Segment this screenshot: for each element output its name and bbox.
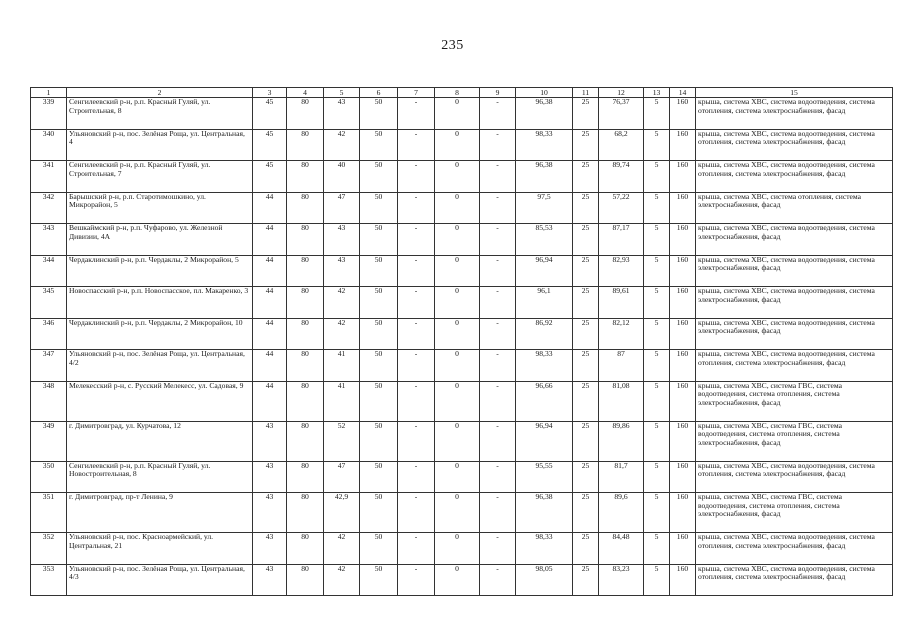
cell-col3: 43 <box>253 493 287 533</box>
cell-col3: 44 <box>253 255 287 287</box>
cell-work-types: крыша, система ХВС, система водоотведения, система отопления, система электроснабжения, фасад <box>696 350 893 382</box>
cell-col8: 0 <box>435 224 480 256</box>
cell-col14: 160 <box>670 255 696 287</box>
cell-col6: 50 <box>360 287 398 319</box>
table-row <box>31 533 893 565</box>
cell-col4: 80 <box>287 461 324 493</box>
cell-col13: 5 <box>644 533 670 565</box>
cell-col11: 25 <box>573 421 599 461</box>
cell-col4: 80 <box>287 98 324 130</box>
cell-number: 352 <box>31 533 67 565</box>
cell-col3: 43 <box>253 421 287 461</box>
cell-col14: 160 <box>670 224 696 256</box>
cell-col4: 80 <box>287 224 324 256</box>
cell-col6: 50 <box>360 98 398 130</box>
cell-number: 339 <box>31 98 67 130</box>
cell-col4: 80 <box>287 192 324 224</box>
table-row <box>31 129 893 161</box>
cell-col6: 50 <box>360 255 398 287</box>
cell-col7: - <box>398 533 435 565</box>
cell-col13: 5 <box>644 192 670 224</box>
cell-work-types: крыша, система ХВС, система ГВС, система водоотведения, система отопления, система электроснабжения, фасад <box>696 421 893 461</box>
cell-col10: 86,92 <box>516 318 573 350</box>
cell-col14: 160 <box>670 533 696 565</box>
cell-col8: 0 <box>435 493 480 533</box>
table-row <box>31 255 893 287</box>
cell-col5: 42 <box>324 564 360 596</box>
cell-col12: 81,08 <box>599 381 644 421</box>
column-header: 4 <box>287 88 324 98</box>
table-row <box>31 564 893 596</box>
cell-work-types: крыша, система ХВС, система водоотведения, система электроснабжения, фасад <box>696 318 893 350</box>
cell-col12: 84,48 <box>599 533 644 565</box>
cell-col4: 80 <box>287 421 324 461</box>
cell-address: Сенгилеевский р-н, р.п. Красный Гуляй, ул. Строительная, 7 <box>67 161 253 193</box>
cell-col14: 160 <box>670 564 696 596</box>
cell-col4: 80 <box>287 564 324 596</box>
cell-number: 353 <box>31 564 67 596</box>
cell-address: г. Димитровград, пр-т Ленина, 9 <box>67 493 253 533</box>
cell-col4: 80 <box>287 129 324 161</box>
table-row <box>31 98 893 130</box>
cell-number: 345 <box>31 287 67 319</box>
cell-col5: 47 <box>324 192 360 224</box>
cell-col10: 96,1 <box>516 287 573 319</box>
cell-col10: 85,53 <box>516 224 573 256</box>
cell-col14: 160 <box>670 421 696 461</box>
column-header: 15 <box>696 88 893 98</box>
cell-col3: 44 <box>253 224 287 256</box>
cell-col14: 160 <box>670 350 696 382</box>
column-header: 2 <box>67 88 253 98</box>
cell-col12: 82,93 <box>599 255 644 287</box>
column-header: 9 <box>480 88 516 98</box>
cell-col7: - <box>398 98 435 130</box>
cell-col3: 43 <box>253 533 287 565</box>
cell-col8: 0 <box>435 192 480 224</box>
cell-col12: 57,22 <box>599 192 644 224</box>
cell-address: Барышский р-н, р.п. Старотимошкино, ул. Микрорайон, 5 <box>67 192 253 224</box>
table-row <box>31 350 893 382</box>
cell-col6: 50 <box>360 192 398 224</box>
cell-col5: 43 <box>324 255 360 287</box>
cell-col3: 44 <box>253 192 287 224</box>
cell-col8: 0 <box>435 533 480 565</box>
cell-col12: 68,2 <box>599 129 644 161</box>
cell-col7: - <box>398 192 435 224</box>
cell-col12: 81,7 <box>599 461 644 493</box>
cell-col8: 0 <box>435 421 480 461</box>
cell-col12: 89,86 <box>599 421 644 461</box>
cell-address: Ульяновский р-н, пос. Красноармейский, ул. Центральная, 21 <box>67 533 253 565</box>
cell-col5: 41 <box>324 350 360 382</box>
cell-number: 342 <box>31 192 67 224</box>
cell-col13: 5 <box>644 564 670 596</box>
cell-work-types: крыша, система ХВС, система водоотведения, система отопления, система электроснабжения, фасад <box>696 533 893 565</box>
cell-col12: 83,23 <box>599 564 644 596</box>
cell-col7: - <box>398 493 435 533</box>
cell-address: Вешкаймский р-н, р.п. Чуфарово, ул. Железной Дивизии, 4А <box>67 224 253 256</box>
cell-col5: 42 <box>324 318 360 350</box>
cell-col4: 80 <box>287 318 324 350</box>
cell-col13: 5 <box>644 161 670 193</box>
cell-work-types: крыша, система ХВС, система водоотведения, система отопления, система электроснабжения, фасад <box>696 161 893 193</box>
cell-col7: - <box>398 564 435 596</box>
cell-col11: 25 <box>573 98 599 130</box>
table-row <box>31 381 893 421</box>
cell-col6: 50 <box>360 493 398 533</box>
cell-col8: 0 <box>435 161 480 193</box>
column-header: 5 <box>324 88 360 98</box>
header-row <box>31 88 893 98</box>
cell-work-types: крыша, система ХВС, система водоотведения, система электроснабжения, фасад <box>696 224 893 256</box>
cell-col14: 160 <box>670 287 696 319</box>
cell-col7: - <box>398 287 435 319</box>
cell-col11: 25 <box>573 461 599 493</box>
cell-col6: 50 <box>360 161 398 193</box>
cell-col13: 5 <box>644 493 670 533</box>
cell-col8: 0 <box>435 318 480 350</box>
data-table <box>30 87 893 596</box>
cell-col11: 25 <box>573 224 599 256</box>
cell-col11: 25 <box>573 255 599 287</box>
cell-col5: 42,9 <box>324 493 360 533</box>
cell-col9: - <box>480 381 516 421</box>
cell-work-types: крыша, система ХВС, система водоотведения, система отопления, система электроснабжения, фасад <box>696 98 893 130</box>
cell-number: 341 <box>31 161 67 193</box>
cell-col7: - <box>398 381 435 421</box>
cell-number: 344 <box>31 255 67 287</box>
cell-number: 349 <box>31 421 67 461</box>
cell-col13: 5 <box>644 318 670 350</box>
cell-col11: 25 <box>573 381 599 421</box>
cell-col8: 0 <box>435 129 480 161</box>
cell-col9: - <box>480 161 516 193</box>
cell-col10: 98,33 <box>516 129 573 161</box>
cell-work-types: крыша, система ХВС, система ГВС, система водоотведения, система отопления, система электроснабжения, фасад <box>696 381 893 421</box>
cell-col10: 96,94 <box>516 421 573 461</box>
cell-col9: - <box>480 493 516 533</box>
cell-col5: 52 <box>324 421 360 461</box>
cell-col3: 44 <box>253 350 287 382</box>
column-header: 1 <box>31 88 67 98</box>
cell-work-types: крыша, система ХВС, система водоотведения, система отопления, система электроснабжения, фасад <box>696 129 893 161</box>
cell-address: Ульяновский р-н, пос. Зелёная Роща, ул. Центральная, 4 <box>67 129 253 161</box>
cell-col6: 50 <box>360 350 398 382</box>
cell-col4: 80 <box>287 381 324 421</box>
cell-col11: 25 <box>573 350 599 382</box>
cell-col14: 160 <box>670 381 696 421</box>
cell-col11: 25 <box>573 287 599 319</box>
cell-col6: 50 <box>360 224 398 256</box>
cell-col7: - <box>398 255 435 287</box>
cell-col9: - <box>480 350 516 382</box>
cell-col9: - <box>480 421 516 461</box>
cell-col10: 97,5 <box>516 192 573 224</box>
cell-col6: 50 <box>360 318 398 350</box>
cell-col6: 50 <box>360 129 398 161</box>
cell-col5: 42 <box>324 533 360 565</box>
cell-col12: 89,74 <box>599 161 644 193</box>
column-header: 7 <box>398 88 435 98</box>
cell-number: 350 <box>31 461 67 493</box>
cell-col10: 96,66 <box>516 381 573 421</box>
page-number: 235 <box>441 38 464 53</box>
cell-col4: 80 <box>287 493 324 533</box>
cell-col14: 160 <box>670 98 696 130</box>
cell-number: 348 <box>31 381 67 421</box>
cell-col7: - <box>398 421 435 461</box>
table-row <box>31 461 893 493</box>
cell-col13: 5 <box>644 98 670 130</box>
cell-col10: 96,38 <box>516 98 573 130</box>
cell-col3: 43 <box>253 564 287 596</box>
cell-col9: - <box>480 461 516 493</box>
cell-col13: 5 <box>644 350 670 382</box>
cell-col13: 5 <box>644 129 670 161</box>
cell-work-types: крыша, система ХВС, система ГВС, система водоотведения, система отопления, система электроснабжения, фасад <box>696 493 893 533</box>
cell-col5: 42 <box>324 287 360 319</box>
cell-address: Ульяновский р-н, пос. Зелёная Роща, ул. Центральная, 4/2 <box>67 350 253 382</box>
cell-work-types: крыша, система ХВС, система водоотведения, система отопления, система электроснабжения, фасад <box>696 461 893 493</box>
cell-col12: 82,12 <box>599 318 644 350</box>
table-row <box>31 421 893 461</box>
cell-col9: - <box>480 98 516 130</box>
cell-work-types: крыша, система ХВС, система водоотведения, система электроснабжения, фасад <box>696 287 893 319</box>
cell-col10: 95,55 <box>516 461 573 493</box>
cell-col11: 25 <box>573 564 599 596</box>
cell-col10: 96,38 <box>516 493 573 533</box>
cell-col9: - <box>480 564 516 596</box>
table-row <box>31 493 893 533</box>
cell-col8: 0 <box>435 461 480 493</box>
cell-col7: - <box>398 350 435 382</box>
cell-col12: 87,17 <box>599 224 644 256</box>
cell-col11: 25 <box>573 493 599 533</box>
cell-col10: 96,94 <box>516 255 573 287</box>
table-row <box>31 161 893 193</box>
column-header: 8 <box>435 88 480 98</box>
cell-address: Мелекесский р-н, с. Русский Мелекесс, ул. Садовая, 9 <box>67 381 253 421</box>
cell-col6: 50 <box>360 564 398 596</box>
cell-col14: 160 <box>670 493 696 533</box>
cell-col10: 96,38 <box>516 161 573 193</box>
cell-col3: 44 <box>253 287 287 319</box>
cell-col14: 160 <box>670 318 696 350</box>
cell-address: Сенгилеевский р-н, р.п. Красный Гуляй, ул. Новостроительная, 8 <box>67 461 253 493</box>
cell-col10: 98,05 <box>516 564 573 596</box>
cell-col11: 25 <box>573 533 599 565</box>
cell-col3: 44 <box>253 318 287 350</box>
cell-address: Новоспасский р-н, р.п. Новоспасское, пл. Макаренко, 3 <box>67 287 253 319</box>
cell-col8: 0 <box>435 287 480 319</box>
cell-col3: 45 <box>253 129 287 161</box>
cell-col5: 43 <box>324 224 360 256</box>
cell-col9: - <box>480 129 516 161</box>
cell-address: Чердаклинский р-н, р.п. Чердаклы, 2 Микрорайон, 5 <box>67 255 253 287</box>
cell-col8: 0 <box>435 255 480 287</box>
cell-col5: 40 <box>324 161 360 193</box>
cell-col9: - <box>480 192 516 224</box>
cell-col14: 160 <box>670 161 696 193</box>
cell-number: 343 <box>31 224 67 256</box>
column-header: 14 <box>670 88 696 98</box>
cell-col14: 160 <box>670 129 696 161</box>
cell-col7: - <box>398 161 435 193</box>
cell-col4: 80 <box>287 533 324 565</box>
document-table-container <box>30 87 892 596</box>
cell-col9: - <box>480 287 516 319</box>
cell-address: Сенгилеевский р-н, р.п. Красный Гуляй, ул. Строительная, 8 <box>67 98 253 130</box>
cell-col12: 89,6 <box>599 493 644 533</box>
cell-col6: 50 <box>360 421 398 461</box>
cell-address: Чердаклинский р-н, р.п. Чердаклы, 2 Микрорайон, 10 <box>67 318 253 350</box>
cell-number: 340 <box>31 129 67 161</box>
cell-address: г. Димитровград, ул. Курчатова, 12 <box>67 421 253 461</box>
column-header: 13 <box>644 88 670 98</box>
cell-col9: - <box>480 224 516 256</box>
cell-col13: 5 <box>644 421 670 461</box>
table-row <box>31 287 893 319</box>
column-header: 6 <box>360 88 398 98</box>
cell-col7: - <box>398 318 435 350</box>
cell-col9: - <box>480 255 516 287</box>
cell-col7: - <box>398 461 435 493</box>
cell-col5: 47 <box>324 461 360 493</box>
cell-work-types: крыша, система ХВС, система водоотведения, система электроснабжения, фасад <box>696 255 893 287</box>
cell-col3: 44 <box>253 381 287 421</box>
cell-col14: 160 <box>670 461 696 493</box>
cell-col11: 25 <box>573 129 599 161</box>
cell-col6: 50 <box>360 533 398 565</box>
cell-col5: 43 <box>324 98 360 130</box>
cell-col3: 43 <box>253 461 287 493</box>
column-header: 3 <box>253 88 287 98</box>
cell-col3: 45 <box>253 98 287 130</box>
cell-col10: 98,33 <box>516 533 573 565</box>
cell-col9: - <box>480 533 516 565</box>
table-row <box>31 224 893 256</box>
cell-col8: 0 <box>435 350 480 382</box>
cell-number: 347 <box>31 350 67 382</box>
table-row <box>31 192 893 224</box>
cell-col13: 5 <box>644 381 670 421</box>
cell-address: Ульяновский р-н, пос. Зелёная Роща, ул. Центральная, 4/3 <box>67 564 253 596</box>
cell-col10: 98,33 <box>516 350 573 382</box>
table-row <box>31 318 893 350</box>
cell-col12: 89,61 <box>599 287 644 319</box>
cell-col4: 80 <box>287 255 324 287</box>
table-body <box>31 98 893 596</box>
cell-col8: 0 <box>435 564 480 596</box>
column-header: 11 <box>573 88 599 98</box>
cell-col8: 0 <box>435 381 480 421</box>
cell-col4: 80 <box>287 350 324 382</box>
cell-col6: 50 <box>360 461 398 493</box>
cell-col7: - <box>398 224 435 256</box>
cell-col3: 45 <box>253 161 287 193</box>
cell-work-types: крыша, система ХВС, система отопления, система электроснабжения, фасад <box>696 192 893 224</box>
cell-col11: 25 <box>573 161 599 193</box>
cell-col4: 80 <box>287 287 324 319</box>
cell-col13: 5 <box>644 461 670 493</box>
column-header: 12 <box>599 88 644 98</box>
cell-col9: - <box>480 318 516 350</box>
cell-col13: 5 <box>644 224 670 256</box>
cell-col4: 80 <box>287 161 324 193</box>
cell-col12: 76,37 <box>599 98 644 130</box>
cell-work-types: крыша, система ХВС, система водоотведения, система отопления, система электроснабжения, фасад <box>696 564 893 596</box>
cell-col12: 87 <box>599 350 644 382</box>
cell-col11: 25 <box>573 192 599 224</box>
cell-col6: 50 <box>360 381 398 421</box>
cell-col5: 42 <box>324 129 360 161</box>
cell-col14: 160 <box>670 192 696 224</box>
cell-number: 346 <box>31 318 67 350</box>
cell-col5: 41 <box>324 381 360 421</box>
cell-col11: 25 <box>573 318 599 350</box>
cell-col13: 5 <box>644 255 670 287</box>
cell-col7: - <box>398 129 435 161</box>
cell-number: 351 <box>31 493 67 533</box>
cell-col13: 5 <box>644 287 670 319</box>
cell-col8: 0 <box>435 98 480 130</box>
column-header: 10 <box>516 88 573 98</box>
